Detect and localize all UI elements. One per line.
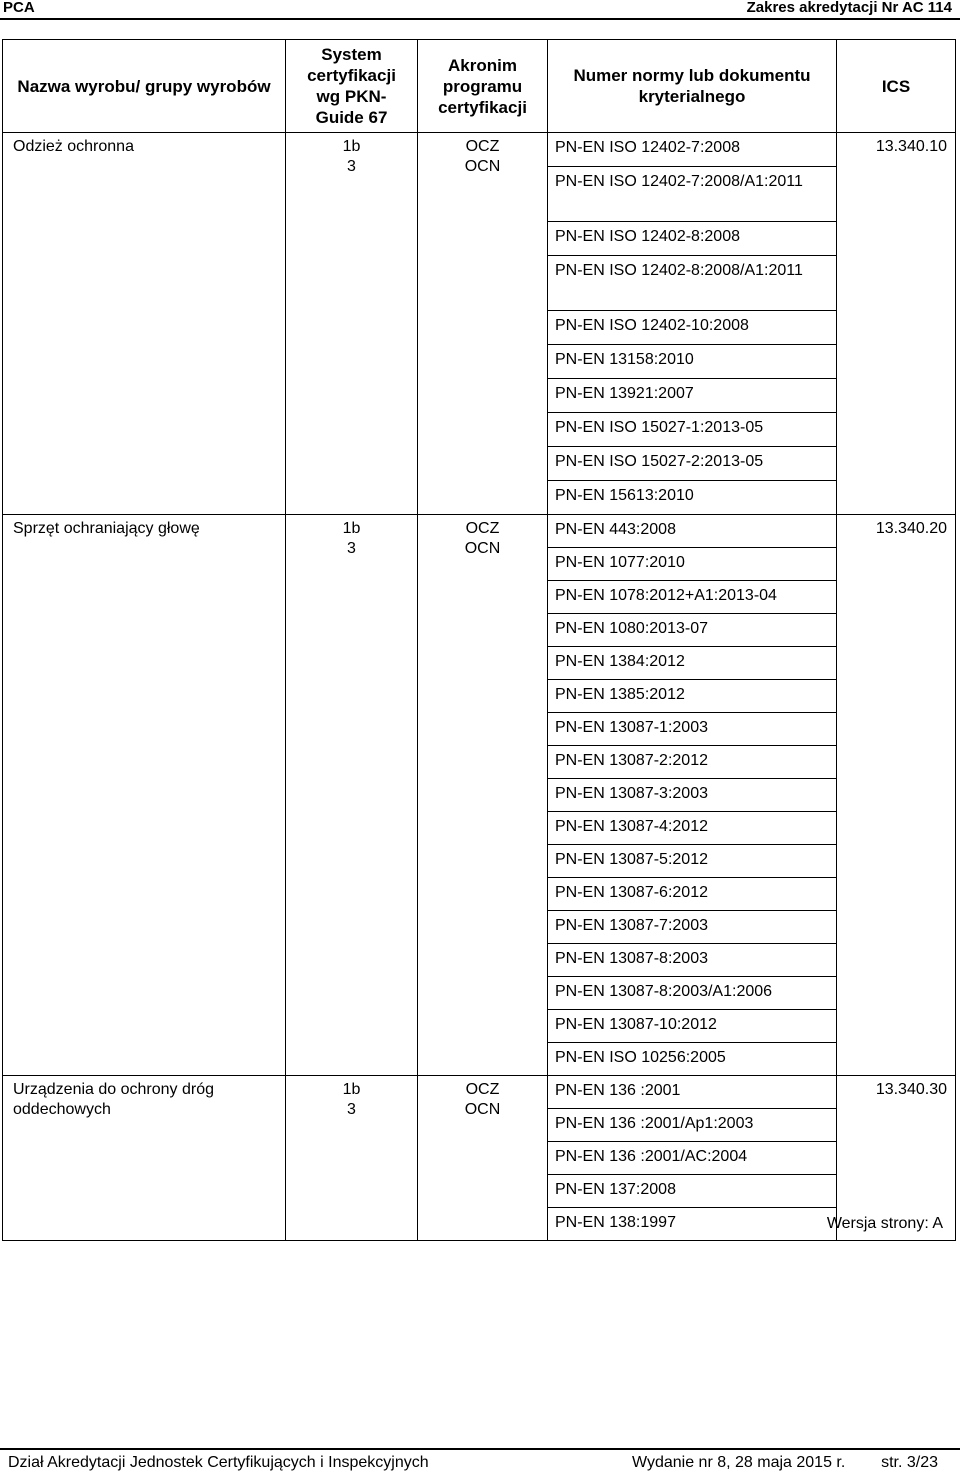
standard-item: PN-EN 443:2008 — [548, 515, 836, 548]
ics-code: 13.340.20 — [837, 515, 956, 1076]
acronym-value: OCZ — [465, 1081, 500, 1098]
column-header-ics: ICS — [837, 40, 956, 133]
system-cell — [286, 1076, 418, 1241]
standard-item: PN-EN 1385:2012 — [548, 680, 836, 713]
standards-cell — [548, 515, 837, 1076]
standard-item: PN-EN 13087-6:2012 — [548, 878, 836, 911]
standard-item: PN-EN 13158:2010 — [548, 345, 836, 379]
table-row — [3, 1076, 956, 1241]
standard-item: PN-EN ISO 12402-10:2008 — [548, 311, 836, 345]
product-name: Odzież ochronna — [3, 133, 286, 515]
acronym-cell — [418, 515, 548, 1076]
system-value: 1b — [342, 520, 361, 537]
standard-item: PN-EN 136 :2001/AC:2004 — [548, 1142, 836, 1175]
ics-code: 13.340.10 — [837, 133, 956, 515]
acronym-value: OCN — [464, 540, 501, 557]
page-version: Wersja strony: A — [826, 1215, 943, 1232]
acronym-cell — [418, 1076, 548, 1241]
standard-item: PN-EN 13921:2007 — [548, 379, 836, 413]
table-header-row — [3, 40, 956, 133]
acronym-value: OCZ — [465, 520, 500, 537]
standard-item: PN-EN 136 :2001 — [548, 1076, 836, 1109]
standard-item: PN-EN 13087-1:2003 — [548, 713, 836, 746]
system-value: 1b — [342, 138, 361, 155]
standard-item: PN-EN 13087-3:2003 — [548, 779, 836, 812]
standard-item: PN-EN 13087-5:2012 — [548, 845, 836, 878]
standard-item: PN-EN 1384:2012 — [548, 647, 836, 680]
table-row — [3, 515, 956, 1076]
standard-item: PN-EN 1080:2013-07 — [548, 614, 836, 647]
system-cell — [286, 515, 418, 1076]
standards-cell — [548, 1076, 837, 1241]
standard-item: PN-EN 13087-8:2003 — [548, 944, 836, 977]
table-row — [3, 133, 956, 515]
acronym-value: OCN — [464, 158, 501, 175]
standard-item: PN-EN ISO 15027-2:2013-05 — [548, 447, 836, 481]
footer-department: Dział Akredytacji Jednostek Certyfikujących i Inspekcyjnych — [8, 1454, 429, 1471]
standard-item: PN-EN 138:1997 — [555, 1214, 676, 1231]
system-value: 1b — [342, 1081, 361, 1098]
standard-item: PN-EN 13087-2:2012 — [548, 746, 836, 779]
system-cell — [286, 133, 418, 515]
page-footer — [0, 1448, 960, 1476]
standard-item: PN-EN ISO 12402-8:2008/A1:2011 — [548, 256, 836, 311]
column-header-standard: Numer normy lub dokumentu kryterialnego — [548, 40, 837, 133]
standard-item: PN-EN ISO 10256:2005 — [555, 1049, 726, 1066]
standard-item: PN-EN 137:2008 — [548, 1175, 836, 1208]
standards-cell — [548, 133, 837, 515]
footer-edition: Wydanie nr 8, 28 maja 2015 r. — [632, 1454, 846, 1471]
standard-item: PN-EN 1077:2010 — [548, 548, 836, 581]
standard-item: PN-EN 13087-4:2012 — [548, 812, 836, 845]
standard-item: PN-EN 13087-7:2003 — [548, 911, 836, 944]
header-title: Zakres akredytacji Nr AC 114 — [746, 0, 952, 16]
product-name: Urządzenia do ochrony dróg oddechowych — [3, 1076, 286, 1241]
system-value: 3 — [347, 1101, 356, 1118]
footer-page-number: str. 3/23 — [881, 1454, 938, 1471]
system-value: 3 — [347, 158, 356, 175]
accreditation-table — [2, 39, 956, 1241]
standard-item: PN-EN ISO 12402-8:2008 — [548, 222, 836, 256]
standard-item: PN-EN ISO 12402-7:2008 — [548, 133, 836, 167]
acronym-value: OCZ — [465, 138, 500, 155]
page-header — [0, 0, 960, 20]
standard-item: PN-EN ISO 15027-1:2013-05 — [548, 413, 836, 447]
standard-item: PN-EN 13087-10:2012 — [548, 1010, 836, 1043]
standard-item: PN-EN 13087-8:2003/A1:2006 — [548, 977, 836, 1010]
column-header-acronym: Akronim programu certyfikacji — [418, 40, 548, 133]
system-value: 3 — [347, 540, 356, 557]
header-org: PCA — [3, 0, 35, 16]
standard-item: PN-EN 1078:2012+A1:2013-04 — [548, 581, 836, 614]
standard-item: PN-EN ISO 12402-7:2008/A1:2011 — [548, 167, 836, 222]
standard-item: PN-EN 136 :2001/Ap1:2003 — [548, 1109, 836, 1142]
standard-item: PN-EN 15613:2010 — [555, 487, 694, 504]
acronym-value: OCN — [464, 1101, 501, 1118]
ics-code: 13.340.30 — [837, 1076, 956, 1241]
product-name: Sprzęt ochraniający głowę — [3, 515, 286, 1076]
column-header-system: System certyfikacji wg PKN-Guide 67 — [286, 40, 418, 133]
column-header-product: Nazwa wyrobu/ grupy wyrobów — [3, 40, 286, 133]
acronym-cell — [418, 133, 548, 515]
